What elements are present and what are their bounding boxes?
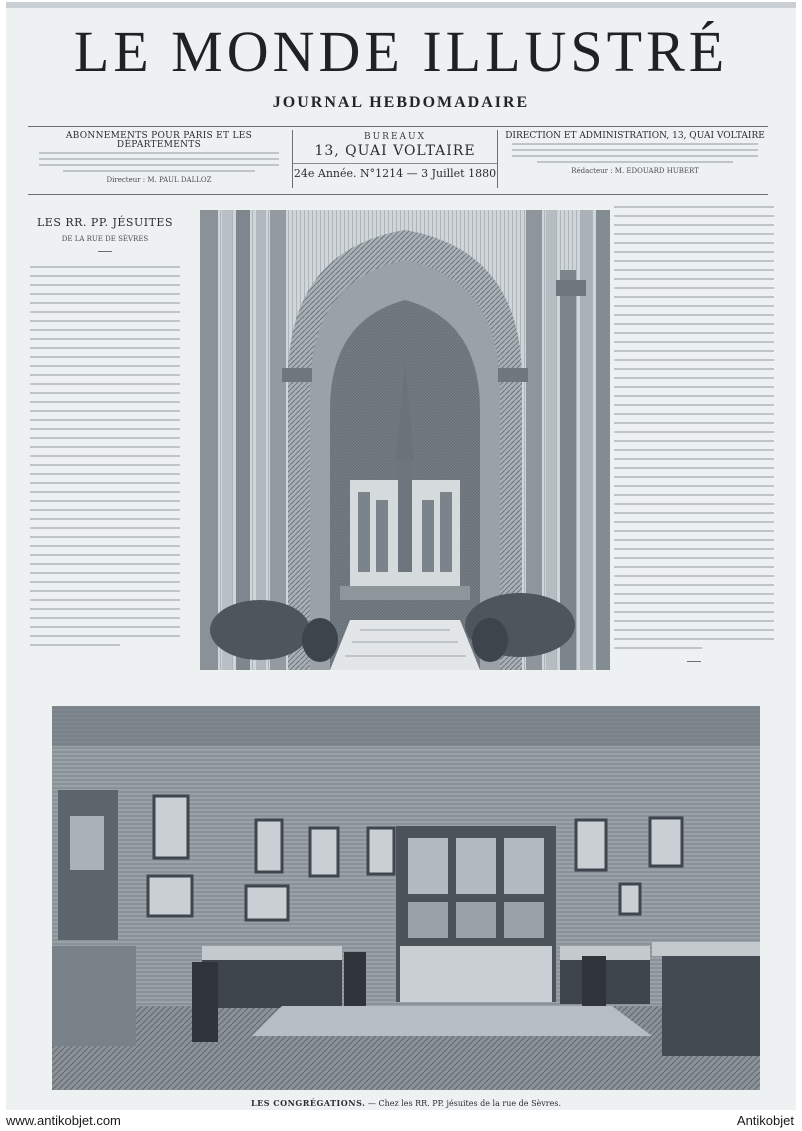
site-url: www.antikobjet.com — [6, 1113, 121, 1128]
subscription-title: ABONNEMENTS POUR PARIS ET LES DÉPARTEMENTS — [65, 131, 253, 150]
newspaper-page — [6, 2, 796, 1110]
director-signature: Directeur : M. PAUL DALLOZ — [106, 176, 212, 184]
administration-fine-print — [512, 143, 758, 163]
masthead-rule-top — [28, 126, 768, 127]
heading-divider — [98, 251, 112, 252]
site-brand: Antikobjet — [736, 1113, 794, 1128]
article-column-right — [614, 206, 774, 672]
bureau-address: 13, QUAI VOLTAIRE — [314, 143, 476, 159]
watermark-footer — [0, 1112, 802, 1131]
room-illustration — [52, 706, 760, 1090]
article-body-left — [30, 266, 180, 646]
chapel-engraving — [200, 210, 610, 670]
room-engraving — [52, 706, 760, 1090]
administration-info — [502, 132, 768, 192]
bureau-info — [292, 130, 498, 188]
masthead-title: LE MONDE ILLUSTRÉ — [73, 19, 729, 84]
editor-signature: Rédacteur : M. EDOUARD HUBERT — [571, 167, 699, 175]
issue-number: 24e Année. N°1214 — 3 Juillet 1880 — [293, 163, 497, 180]
article-heading: LES RR. PP. JÉSUITES — [37, 216, 173, 229]
article-subheading: DE LA RUE DE SÈVRES — [61, 235, 149, 243]
article-end-divider — [687, 661, 701, 662]
masthead-subtitle: JOURNAL HEBDOMADAIRE — [272, 94, 530, 111]
bottom-caption — [46, 1098, 766, 1108]
caption-rest: — Chez les RR. PP. jésuites de la rue de Sèvres. — [367, 1099, 562, 1108]
subscription-fine-print — [39, 152, 279, 172]
bureaux-label: BUREAUX — [363, 132, 427, 142]
caption-lead: LES CONGRÉGATIONS. — [250, 1098, 366, 1108]
chapel-illustration — [200, 210, 610, 670]
administration-title: DIRECTION ET ADMINISTRATION, 13, QUAI VOLTAIRE — [505, 131, 765, 141]
masthead-rule-bottom — [28, 194, 768, 195]
article-body-right — [614, 206, 774, 662]
article-column-left — [30, 216, 180, 653]
subscription-info — [28, 132, 290, 192]
